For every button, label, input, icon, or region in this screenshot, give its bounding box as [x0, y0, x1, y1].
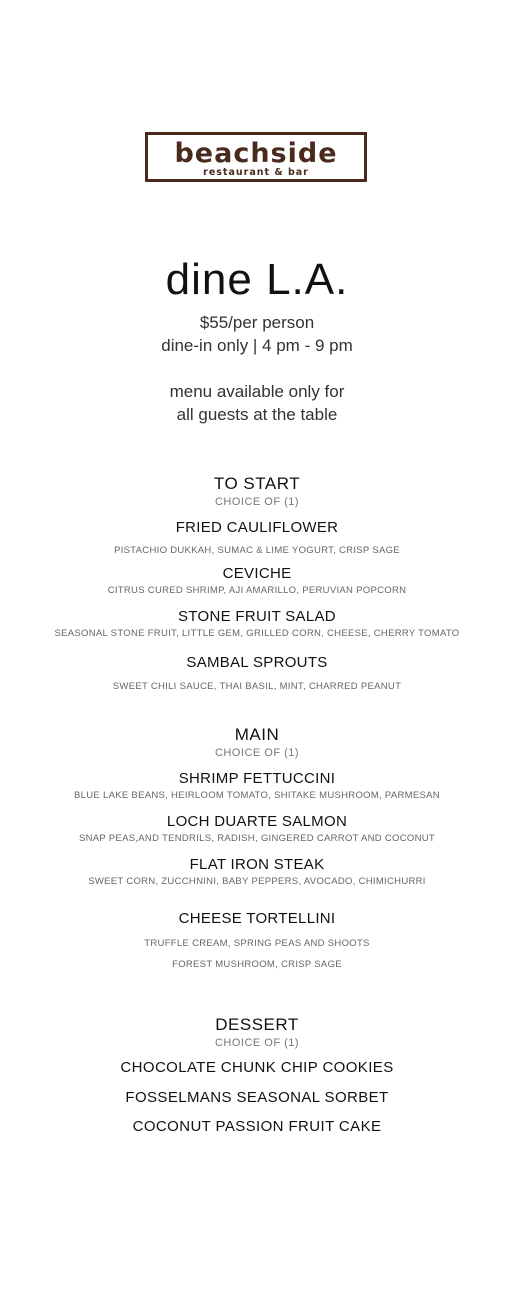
section-title-to-start: TO START [213, 474, 301, 493]
menu-item-desc: TRUFFLE CREAM, SPRING PEAS AND SHOOTS [144, 938, 370, 949]
dessert-item: COCONUT PASSION FRUIT CAKE [132, 1118, 382, 1135]
menu-item-name: LOCH DUARTE SALMON [166, 813, 348, 830]
menu-item-name: STONE FRUIT SALAD [178, 608, 336, 625]
menu-item-desc: BLUE LAKE BEANS, HEIRLOOM TOMATO, SHITAKE MUSHROOM, PARMESAN [74, 790, 440, 801]
page-title: dine L.A. [165, 255, 349, 304]
menu-item-desc: SWEET CORN, ZUCCHNINI, BABY PEPPERS, AVOCADO, CHIMICHURRI [88, 876, 426, 887]
hours-text: dine-in only | 4 pm - 9 pm [161, 336, 353, 355]
section-title-main: MAIN [234, 725, 280, 744]
section-choice-main: CHOICE OF (1) [214, 747, 300, 759]
logo-name: beachside [174, 138, 338, 169]
menu-item-desc: SNAP PEAS,AND TENDRILS, RADISH, GINGERED CARROT AND COCONUT [78, 833, 436, 844]
menu-item-desc: SEASONAL STONE FRUIT, LITTLE GEM, GRILLED CORN, CHEESE, CHERRY TOMATO [54, 628, 460, 639]
menu-item-desc: PISTACHIO DUKKAH, SUMAC & LIME YOGURT, CRISP SAGE [114, 545, 400, 556]
menu-item-name: SHRIMP FETTUCCINI [178, 770, 336, 787]
section-title-dessert: DESSERT [215, 1015, 299, 1034]
availability-note-line2: all guests at the table [176, 405, 338, 424]
dessert-item: CHOCOLATE CHUNK CHIP COOKIES [120, 1059, 394, 1076]
menu-item-name: FRIED CAULIFLOWER [175, 519, 339, 536]
section-choice-dessert: CHOICE OF (1) [214, 1037, 300, 1049]
menu-item-name: CHEESE TORTELLINI [178, 910, 336, 927]
menu-item-name: SAMBAL SPROUTS [186, 654, 328, 671]
price-text: $55/per person [199, 313, 315, 332]
menu-item-name: FLAT IRON STEAK [189, 856, 325, 873]
section-choice-to-start: CHOICE OF (1) [214, 496, 300, 508]
dessert-item: FOSSELMANS SEASONAL SORBET [125, 1089, 389, 1106]
availability-note-line1: menu available only for [169, 382, 345, 401]
menu-item-desc: SWEET CHILI SAUCE, THAI BASIL, MINT, CHARRED PEANUT [112, 681, 402, 692]
menu-item-name: CEVICHE [222, 565, 292, 582]
logo-subtitle: restaurant & bar [203, 167, 309, 178]
restaurant-logo [145, 132, 367, 182]
menu-item-desc-line2: FOREST MUSHROOM, CRISP SAGE [172, 959, 342, 970]
menu-item-desc: CITRUS CURED SHRIMP, AJI AMARILLO, PERUVIAN POPCORN [107, 585, 407, 596]
